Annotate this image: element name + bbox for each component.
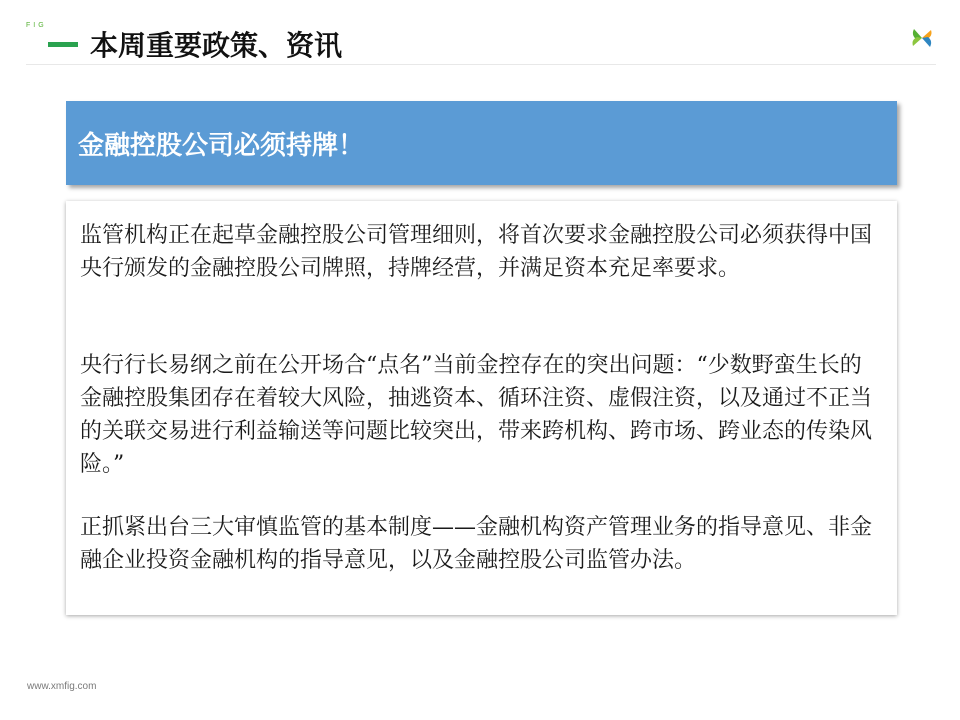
news-content-box	[66, 201, 897, 615]
page-title: 本周重要政策、资讯	[90, 29, 343, 62]
news-paragraph-1: 监管机构正在起草金融控股公司管理细则，将首次要求金融控股公司必须获得中国央行颁发的金融控股公司牌照，持牌经营，并满足资本充足率要求。	[80, 223, 873, 281]
headline-banner	[66, 101, 897, 185]
brand-mark-small: FIG	[26, 22, 47, 29]
banner-title: 金融控股公司必须持牌！	[78, 131, 365, 161]
header-divider	[26, 64, 936, 65]
news-paragraph-2: 央行行长易纲之前在公开场合“点名”当前金控存在的突出问题：“少数野蛮生长的金融控股集团存在着较大风险，抽逃资本、循环注资、虚假注资，以及通过不正当的关联交易进行利益输送等问题比较突出，带来跨机构、跨市场、跨业态的传染风险。”	[80, 353, 873, 477]
title-accent-dash	[48, 42, 78, 47]
logo-leaf-blue	[922, 37, 931, 47]
news-paragraph-3: 正抓紧出台三大审慎监管的基本制度——金融机构资产管理业务的指导意见、非金融企业投资金融机构的指导意见，以及金融控股公司监管办法。	[80, 515, 873, 573]
fig-logo-icon	[910, 26, 934, 50]
footer-website-url: www.xmfig.com	[27, 681, 97, 692]
logo-leaf-lightgreen	[913, 37, 923, 46]
